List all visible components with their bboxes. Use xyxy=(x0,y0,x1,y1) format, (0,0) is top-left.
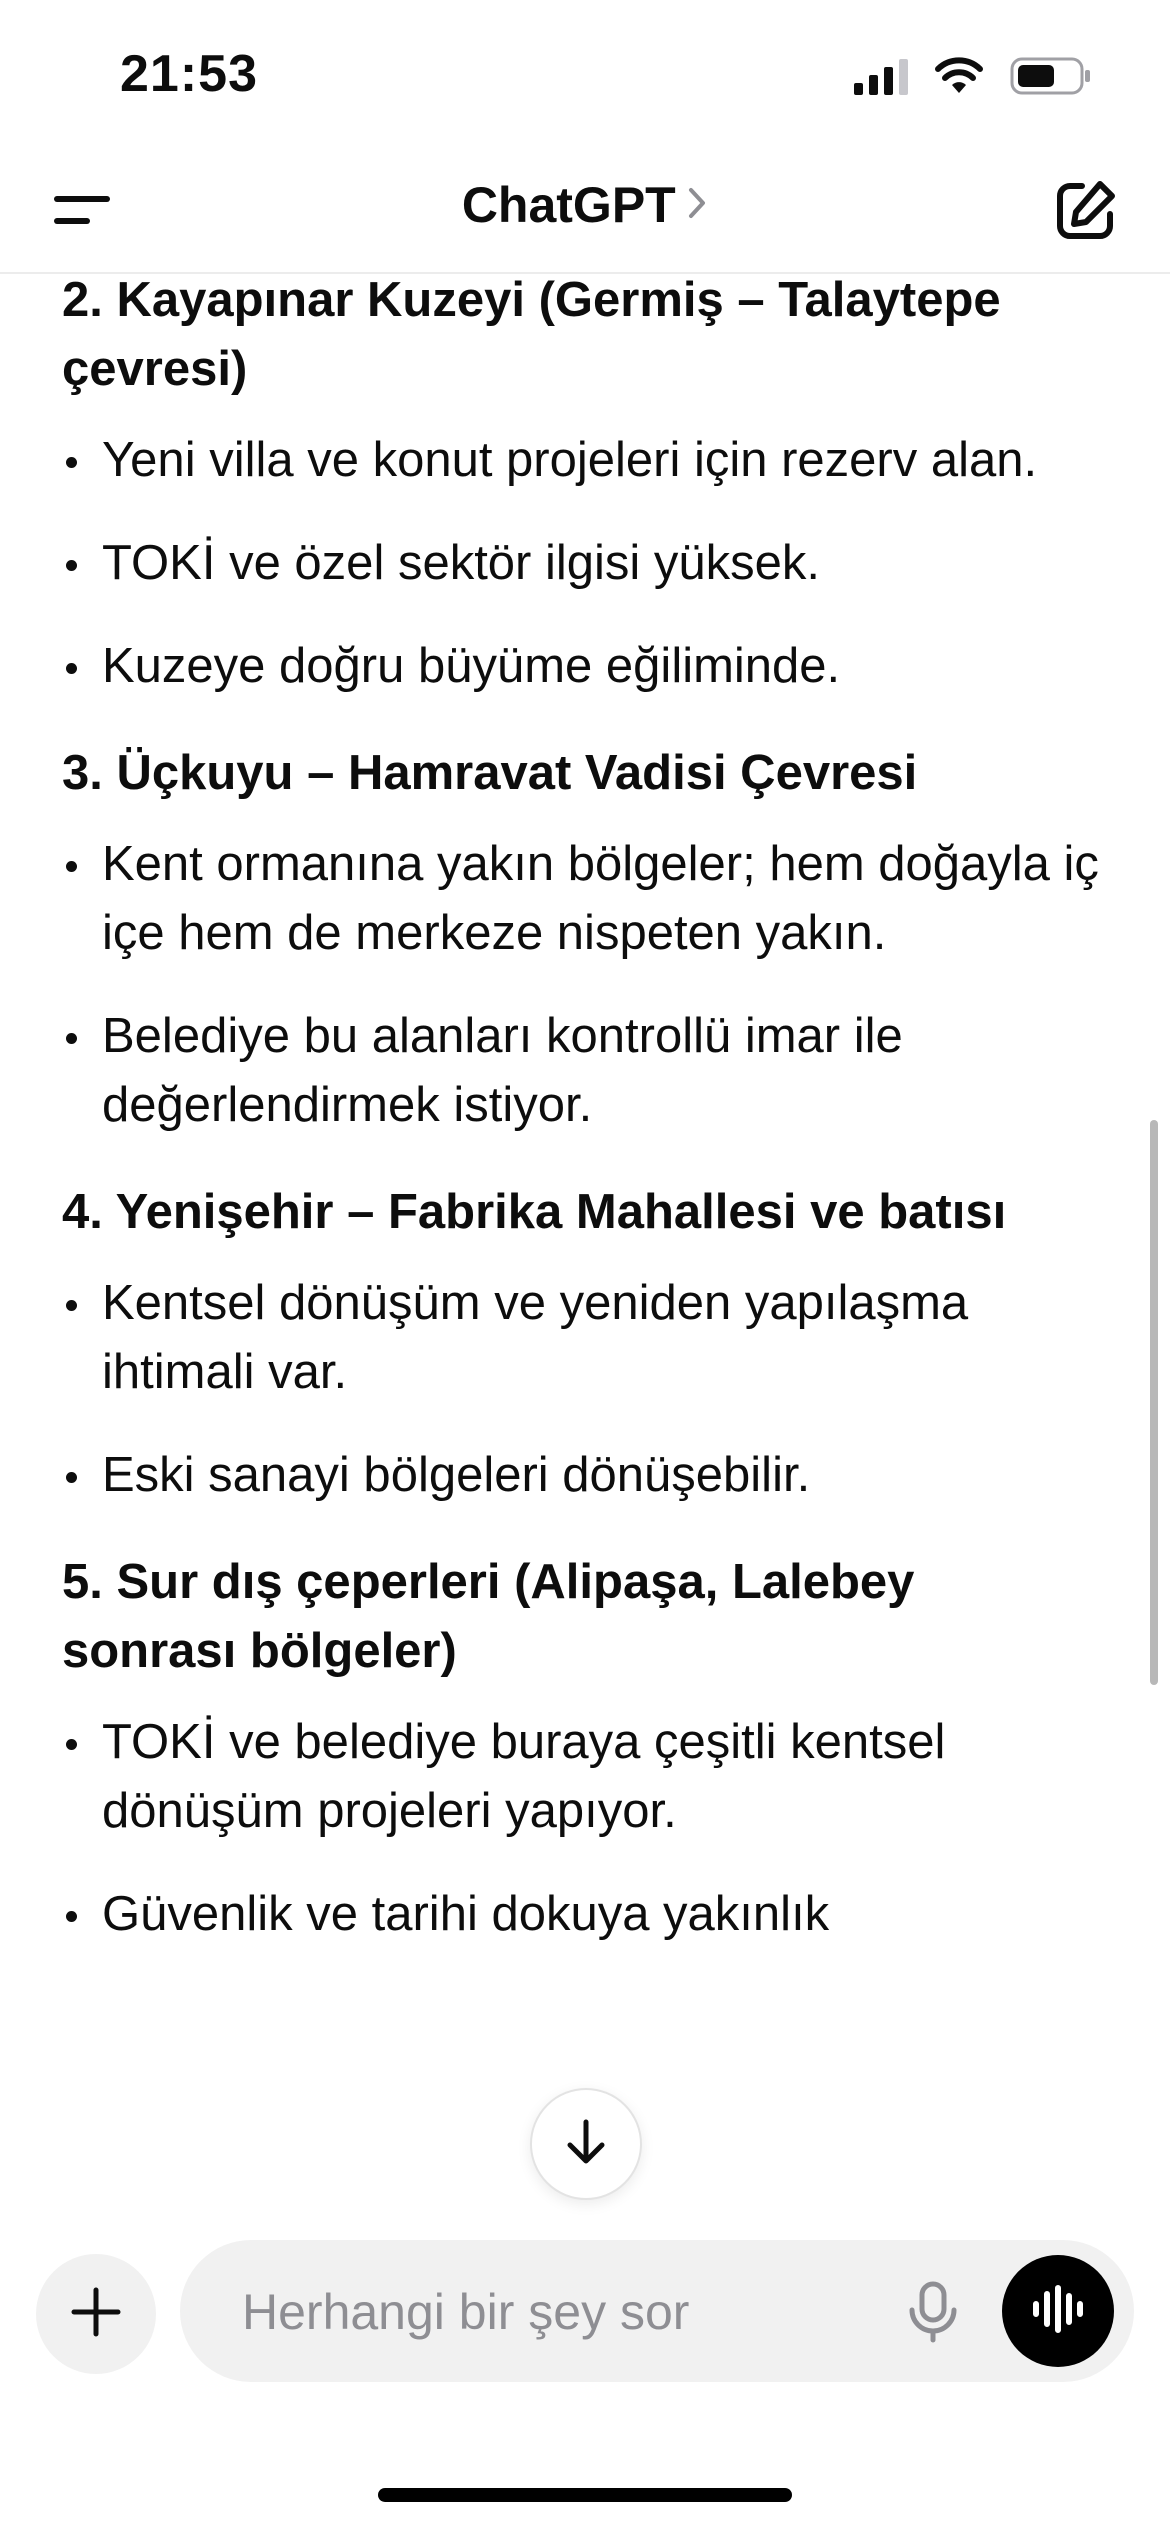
bullet-list xyxy=(62,426,1102,701)
waveform-icon xyxy=(1030,2284,1086,2339)
section-heading: 5. Sur dış çeperleri (Alipaşa, Lalebey sonrası bölgeler) xyxy=(62,1555,915,1678)
composer-pill xyxy=(180,2240,1134,2382)
list-item: Belediye bu alanları kontrollü imar ile değerlendirmek istiyor. xyxy=(62,1002,1102,1140)
scrollbar[interactable] xyxy=(1150,1120,1158,1685)
new-chat-icon[interactable] xyxy=(1052,178,1118,244)
list-item: Eski sanayi bölgeleri dönüşebilir. xyxy=(62,1441,1102,1510)
list-item: Yeni villa ve konut projeleri için rezerv alan. xyxy=(62,426,1102,495)
list-item: TOKİ ve özel sektör ilgisi yüksek. xyxy=(62,529,1102,598)
home-indicator xyxy=(378,2488,792,2502)
header-title: ChatGPT xyxy=(461,177,676,233)
bullet-list xyxy=(62,1269,1102,1510)
list-item: Kent ormanına yakın bölgeler; hem doğayla iç içe hem de merkeze nispeten yakın. xyxy=(62,830,1102,968)
message-input[interactable] xyxy=(240,2276,864,2348)
bullet-list xyxy=(62,1708,1102,1949)
attach-button[interactable] xyxy=(36,2254,156,2374)
status-time: 21:53 xyxy=(120,45,258,103)
battery-icon xyxy=(1010,56,1092,96)
section-heading: 3. Üçkuyu – Hamravat Vadisi Çevresi xyxy=(62,746,918,800)
list-item: Kentsel dönüşüm ve yeniden yapılaşma ihtimali var. xyxy=(62,1269,1102,1407)
section-heading: 2. Kayapınar Kuzeyi (Germiş – Talaytepe çevresi) xyxy=(62,273,1001,396)
bullet-list xyxy=(62,830,1102,1140)
composer xyxy=(0,2220,1170,2532)
cellular-signal-icon xyxy=(854,57,908,95)
section-2 xyxy=(62,272,1102,701)
list-item: Kuzeye doğru büyüme eğiliminde. xyxy=(62,632,1102,701)
plus-icon xyxy=(70,2286,122,2343)
wifi-icon xyxy=(934,57,984,95)
assistant-message xyxy=(62,272,1102,2220)
voice-mode-button[interactable] xyxy=(1002,2255,1114,2367)
arrow-down-icon xyxy=(564,2118,608,2171)
section-4 xyxy=(62,1178,1102,1510)
status-bar xyxy=(0,0,1170,150)
microphone-icon[interactable] xyxy=(900,2278,966,2344)
section-heading: 4. Yenişehir – Fabrika Mahallesi ve batısı xyxy=(62,1185,1007,1239)
section-5 xyxy=(62,1548,1102,1949)
chevron-right-icon xyxy=(686,186,708,225)
app-header xyxy=(0,150,1170,274)
list-item: Güvenlik ve tarihi dokuya yakınlık xyxy=(62,1880,1102,1949)
scroll-to-bottom-button[interactable] xyxy=(530,2088,642,2200)
model-selector[interactable] xyxy=(0,176,1170,234)
status-icons xyxy=(854,56,1092,96)
list-item: TOKİ ve belediye buraya çeşitli kentsel dönüşüm projeleri yapıyor. xyxy=(62,1708,1102,1846)
section-3 xyxy=(62,739,1102,1140)
